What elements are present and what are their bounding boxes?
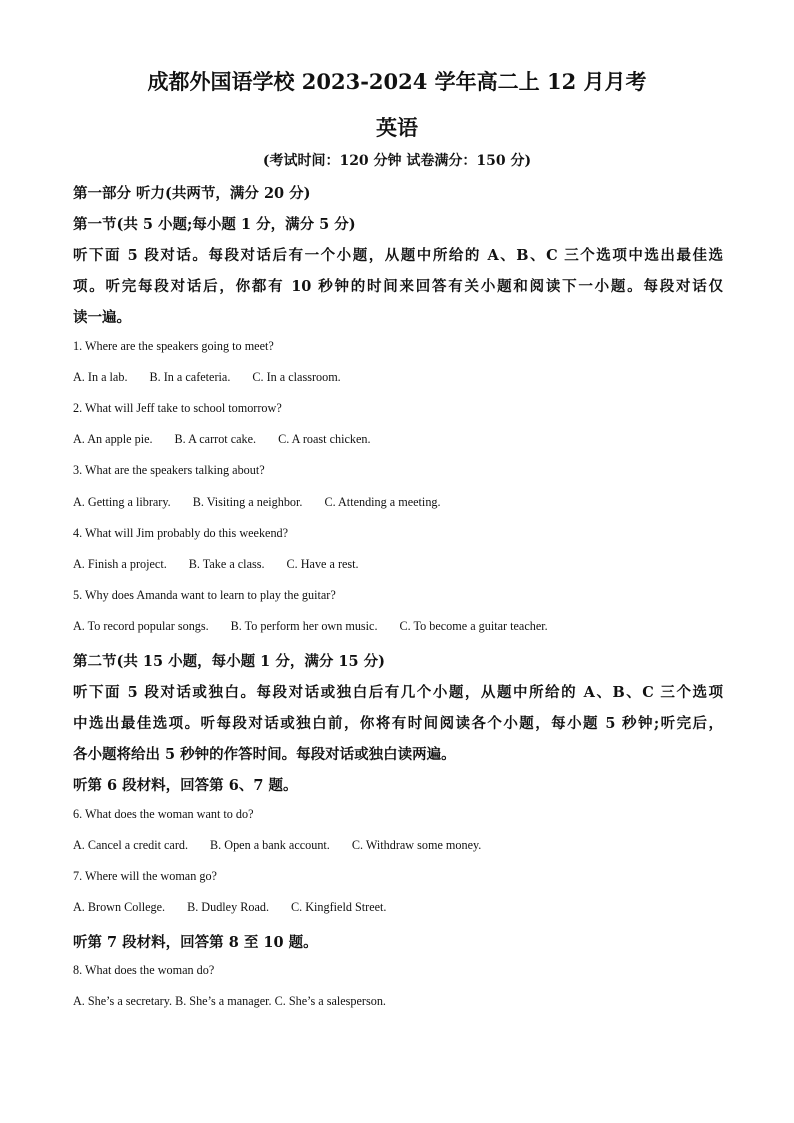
option-c: C. Kingfield Street. [291, 900, 387, 914]
option-b: B. A carrot cake. [174, 432, 257, 446]
question-options [73, 619, 570, 634]
question-options [73, 495, 463, 510]
option-a: A. Getting a library. [73, 495, 171, 509]
option-c: C. Have a rest. [286, 557, 359, 571]
question-options [73, 432, 393, 447]
option-a: A. In a lab. [73, 370, 128, 384]
question-options [73, 900, 408, 915]
option-a: A. Cancel a credit card. [73, 838, 189, 852]
option-c: C. In a classroom. [252, 370, 341, 384]
question-stem: 3. What are the speakers talking about? [73, 463, 265, 477]
question-stem: 7. Where will the woman go? [73, 869, 217, 883]
option-a: A. Brown College. [73, 900, 166, 914]
exam-title: 成都外国语学校 2023-2024 学年高二上 12 月月考 [147, 69, 647, 94]
option-b: B. In a cafeteria. [149, 370, 231, 384]
question-stem: 5. Why does Amanda want to learn to play the guitar? [73, 588, 336, 602]
option-b: B. Dudley Road. [187, 900, 269, 914]
question-options [73, 370, 363, 385]
option-b: B. Take a class. [188, 557, 265, 571]
exam-subject: 英语 [376, 115, 418, 140]
option-a: A. To record popular songs. [73, 619, 209, 633]
option-c: C. A roast chicken. [278, 432, 371, 446]
question-stem: 8. What does the woman do? [73, 963, 215, 977]
option-b: B. Visiting a neighbor. [192, 495, 303, 509]
material-6-heading: 听第 6 段材料，回答第 6、7 题。 [73, 777, 298, 794]
material-7-heading: 听第 7 段材料，回答第 8 至 10 题。 [73, 934, 318, 951]
question-stem: 2. What will Jeff take to school tomorrow? [73, 401, 282, 415]
exam-info: (考试时间：120 分钟 试卷满分：150 分) [262, 153, 532, 169]
question-stem: 1. Where are the speakers going to meet? [73, 339, 274, 353]
section2-instruction-line: 听下面 5 段对话或独白。每段对话或独白后有几个小题，从题中所给的 A、B、C 三个选项 [73, 684, 723, 701]
option-a: A. Finish a project. [73, 557, 167, 571]
question-stem: 6. What does the woman want to do? [73, 807, 254, 821]
section2-heading: 第二节(共 15 小题，每小题 1 分，满分 15 分) [73, 653, 385, 670]
option-b: B. Open a bank account. [210, 838, 330, 852]
question-stem: 4. What will Jim probably do this weekend? [73, 526, 289, 540]
part1-heading: 第一部分 听力(共两节，满分 20 分) [73, 185, 311, 202]
option-c: C. Withdraw some money. [351, 838, 482, 852]
option-c: C. Attending a meeting. [324, 495, 441, 509]
option-c: C. To become a guitar teacher. [399, 619, 548, 633]
question-options: A. She’s a secretary. B. She’s a manager. C. She’s a salesperson. [73, 994, 386, 1008]
question-options [73, 557, 381, 572]
option-a: A. An apple pie. [73, 432, 153, 446]
section1-instruction-line: 项。听完每段对话后，你都有 10 秒钟的时间来回答有关小题和阅读下一小题。每段对话仅 [73, 278, 723, 295]
section1-instruction-line: 读一遍。 [73, 309, 131, 326]
section1-instruction-line: 听下面 5 段对话。每段对话后有一个小题，从题中所给的 A、B、C 三个选项中选出最佳选 [73, 247, 723, 264]
option-b: B. To perform her own music. [230, 619, 378, 633]
section2-instruction-line: 各小题将给出 5 秒钟的作答时间。每段对话或独白读两遍。 [73, 746, 456, 763]
section2-instruction-line: 中选出最佳选项。听每段对话或独白前，你将有时间阅读各个小题，每小题 5 秒钟;听完后， [73, 715, 723, 732]
question-options [73, 838, 503, 853]
section1-heading: 第一节(共 5 小题;每小题 1 分，满分 5 分) [73, 216, 356, 233]
